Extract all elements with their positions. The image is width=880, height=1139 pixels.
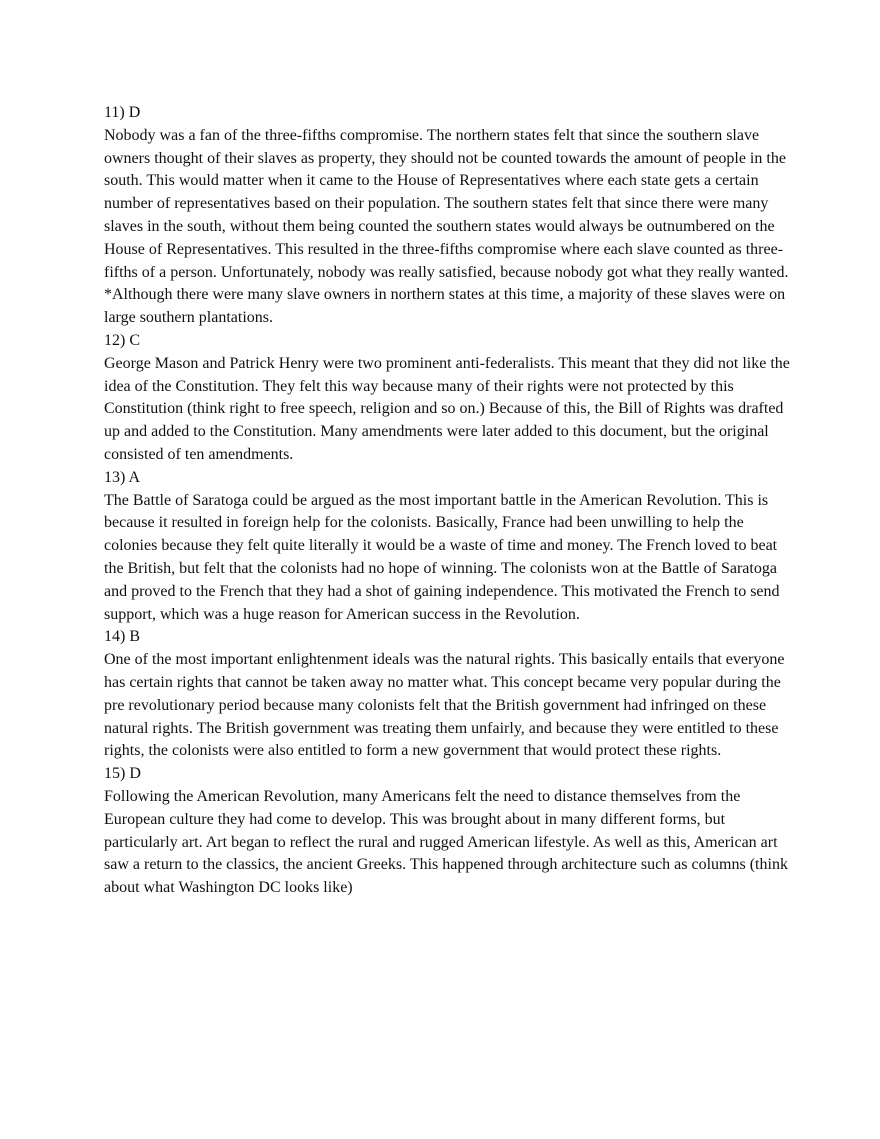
answer-label: 13) A — [104, 468, 140, 486]
explanation-paragraph: The Battle of Saratoga could be argued as the most important battle in the American Revolution. This is because it resulted in foreign help for the colonists. Basically, France had been unwilling to help the colonies because they felt quite literally it would be a waste of time and money. The French loved to beat the British, but felt that the colonists had no hope of winning. The colonists won at the Battle of Saratoga and proved to the French that they had a shot of gaining independence. This motivated the French to send support, which was a huge reason for American success in the Revolution. — [104, 491, 780, 623]
answer-block-13 — [104, 467, 794, 627]
answer-label: 11) D — [104, 104, 141, 121]
explanation-paragraph: One of the most important enlightenment ideals was the natural rights. This basically entails that everyone has certain rights that cannot be taken away no matter what. This concept became very popular during the pre revolutionary period because many colonists felt that the British government had infringed on these natural rights. The British government was treating them unfairly, and because they were entitled to these rights, the colonists were also entitled to form a new government that would protect these rights. — [104, 651, 785, 760]
answer-block-14 — [104, 626, 794, 763]
footnote-paragraph: *Although there were many slave owners in northern states at this time, a majority of these slaves were on large southern plantations. — [104, 286, 786, 327]
explanation-paragraph: Nobody was a fan of the three-fifths compromise. The northern states felt that since the southern slave owners thought of their slaves as property, they should not be counted towards the amount of people in the south. This would matter when it came to the House of Representatives where each state gets a certain number of representatives based on their population. The southern states felt that since there were many slaves in the south, without them being counted the southern states would always be outnumbered on the House of Representatives. This resulted in the three-fifths compromise where each slave counted as three-fifths of a person. Unfortunately, nobody was really satisfied, because nobody got what they really wanted. — [104, 126, 789, 281]
explanation-paragraph: Following the American Revolution, many Americans felt the need to distance themselves from the European culture they had come to develop. This was brought about in many different forms, but particularly art. Art began to reflect the rural and rugged American lifestyle. As well as this, American art saw a return to the classics, the ancient Greeks. This happened through architecture such as columns (think about what Washington DC looks like) — [104, 787, 788, 897]
answer-label: 14) B — [104, 628, 140, 646]
answer-block-12 — [104, 330, 794, 467]
answer-label: 15) D — [104, 765, 141, 783]
answer-block-15 — [104, 763, 794, 900]
answer-label: 12) C — [104, 331, 140, 349]
explanation-paragraph: George Mason and Patrick Henry were two prominent anti-federalists. This meant that they did not like the idea of the Constitution. They felt this way because many of their rights were not protected by this Constitution (think right to free speech, religion and so on.) Because of this, the Bill of Rights was drafted up and added to the Constitution. Many amendments were later added to this document, but the original consisted of ten amendments. — [104, 354, 790, 463]
answer-block-11 — [104, 102, 794, 330]
document-body — [104, 102, 794, 900]
